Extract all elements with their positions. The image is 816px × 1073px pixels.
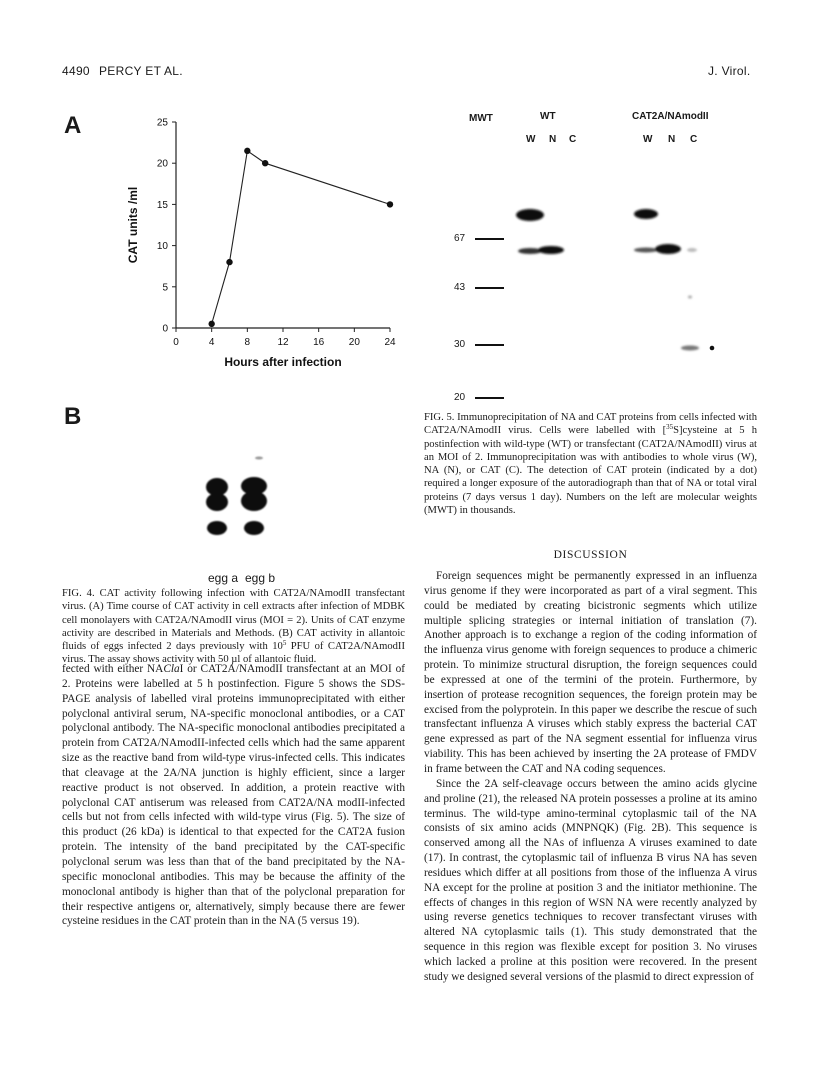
gel-lane-w-mod: W (643, 134, 653, 145)
fig4-caption-label: FIG. 4. (62, 588, 95, 599)
band-mod-c-cat (681, 346, 699, 351)
marker-line-67 (475, 238, 504, 240)
fig5-caption-sup: 35 (666, 423, 674, 432)
marker-20: 20 (454, 392, 466, 403)
gel-lane-n-mod: N (668, 134, 676, 145)
fig4-caption (62, 587, 405, 667)
y-tick-label: 20 (156, 158, 168, 170)
panel-letter-b: B (64, 403, 82, 430)
band-mod-c-faint (687, 248, 697, 252)
cat-activity-chart (60, 100, 420, 380)
marker-67: 67 (454, 233, 466, 244)
x-tick-label: 8 (244, 337, 251, 348)
data-point (226, 259, 232, 265)
y-tick-label: 15 (156, 199, 168, 211)
left-p1-italic: Cla (163, 663, 180, 675)
discussion-paragraph-1: Foreign sequences might be permanently expressed in an influenza virus genome if they were incorporated as part of a viral segment. This could be mediated by creating bicistronic segments which utilize multiple splicing strategies or internal initiation of translation (7). Another approach is to exchange a region of the coding information of the influenza virus genome with foreign sequences to produce a chimeric protein. To minimize structural disruption, the foreign sequences could be expressed at one of the termini of the protein. Furthermore, by insertion of protease recognition sequences, the foreign protein may be excised from the polyprotein. In this paper we describe the rescue of such transfectant influenza A viruses which stably express the bacterial CAT gene expressed as part of the NA segment essential for influenza virus viability. This has been achieved by inserting the 2A protease of FMDV in frame between the CAT and NA coding sequences. (424, 570, 757, 775)
fig5-caption-label: FIG. 5. (424, 412, 455, 423)
band-wt-w-top (516, 209, 544, 221)
page-number: 4490 (62, 64, 90, 78)
y-tick-label: 10 (156, 241, 168, 253)
gel-mwt-label: MWT (469, 113, 493, 124)
panel-letter-a: A (64, 112, 82, 139)
fig5-caption-text-1: Immunoprecipitation of NA and CAT proteins from cells infected with CAT2A/NAmodII virus. Cells were labelled with [ (424, 412, 758, 437)
x-tick-label: 12 (277, 337, 289, 348)
gel-lane-c-wt: C (569, 134, 577, 145)
gel-wt-label: WT (540, 111, 556, 122)
fig5-caption-text-2: S]cysteine at 5 h postinfection with wild-type (WT) or transfectant (CAT2A/NAmodII) virus at an MOI of 2. Immunoprecipitation was with antibodies to whole virus (W), NA (N), or CAT (C). The detection of CAT protein (indicated by a dot) required a longer exposure of the autoradiograph than that of NA or total viral proteins (7 days versus 1 day). Numbers on the left are molecular weights (MWT) in thousands. (424, 425, 757, 517)
right-column-text (424, 569, 757, 985)
band-mod-w-top (634, 209, 658, 219)
x-tick-label: 20 (348, 337, 360, 348)
marker-line-30 (475, 344, 504, 346)
chart-plot-area (126, 118, 396, 370)
y-tick-label: 0 (162, 323, 168, 335)
x-tick-label: 24 (384, 337, 396, 348)
running-authors: PERCY ET AL. (99, 64, 183, 78)
fig4-caption-sup: 5 (282, 639, 287, 648)
marker-line-20 (475, 397, 504, 399)
left-p1-start: fected with either NA (62, 663, 164, 675)
gel-autoradiograph (470, 195, 730, 405)
data-point (262, 160, 268, 166)
fig4-caption-text: CAT activity following infection with CAT2A/NAmodII transfectant virus. (A) Time course of CAT activity in cell extracts after infection of MDBK cell monolayers with CAT2A/NAmodII virus (MOI = 2). Units of CAT enzyme activity are described in Materials and Methods. (B) CAT activity in allantoic fluids of eggs infected 2 days previously with 10 (62, 588, 406, 653)
fig5-caption (424, 411, 757, 517)
y-axis-title: CAT units /ml (126, 186, 140, 264)
data-line (212, 151, 390, 324)
data-point (244, 148, 250, 154)
egg-label-b: egg b (245, 571, 276, 585)
discussion-heading: DISCUSSION (553, 549, 628, 561)
journal-name: J. Virol. (708, 64, 751, 78)
band-mod-n-na (655, 244, 681, 254)
left-paragraph-1 (62, 662, 405, 929)
marker-30: 30 (454, 339, 466, 350)
marker-line-43 (475, 287, 504, 289)
data-point (208, 321, 214, 327)
cat-assay-image (195, 448, 285, 543)
gel-lane-c-mod: C (690, 134, 698, 145)
y-tick-label: 25 (156, 117, 168, 129)
band-mod-w-na (634, 248, 658, 253)
y-tick-label: 5 (162, 282, 168, 294)
x-tick-label: 16 (313, 337, 325, 348)
band-wt-n-na (538, 246, 564, 254)
band-wt-w-na (518, 248, 542, 254)
left-p1-rest: I or CAT2A/NAmodII transfectant at an MOI of 2. Proteins were labelled at 5 h postinfection. Figure 5 shows the SDS-PAGE analysis of labelled viral proteins immunoprecipitated with either polyclonal antiviral serum, NA-specific monoclonal antibodies, or a CAT polyclonal antibody. The NA-specific monoclonal antibodies precipitated a protein from CAT2A/NAmodII-infected cells which had the same apparent size as the reactive band from wild-type virus-infected cells. This indicates that cleavage at the 2A/NA junction is highly efficient, since a larger reactive product is not observed. In addition, a protein reactive with polyclonal CAT antiserum was released from CAT2A/NA modII-infected cells but not from cells infected with wild-type virus (Fig. 5). The size of this product (26 kDa) is identical to that expected for the CAT2A fusion protein. The intensity of the band precipitated by the CAT-specific polyclonal serum was less than that of the band precipitated by the NA-specific monoclonal antibodies. This may be because the affinity of the monoclonal antibody is higher than that of the polyclonal preparation for their respective antigens or, alternatively, simply because there are fewer cysteine residues in the CAT protein than in the NA (5 versus 19). (62, 663, 405, 928)
discussion-paragraph-2: Since the 2A self-cleavage occurs between the amino acids glycine and proline (21), the released NA protein possesses a proline at its amino terminus. The wild-type amino-terminal cytoplasmic tail of the NA consists of six amino acids (MNPNQK) (Fig. 2B). This sequence is conserved among all the NAs of influenza A viruses examined to date (17). In contrast, the cytoplasmic tail of influenza B virus NA has seven residues which differ at all positions from those of the influenza A virus NA except for the proline at position 3 and the initiator methionine. The effects of changes in this region of WSN NA were recently analyzed by using reverse genetics techniques to recover transfectant viruses with altered NA cytoplasmic tails (1). This study demonstrated that the sequence in this region was flexible except for position 3. No viruses which lacked a proline at this position were recovered. In the present study we designed several versions of the plasmid to direct expression of (424, 777, 757, 983)
left-column-text (62, 662, 405, 929)
data-point (387, 201, 393, 207)
marker-43: 43 (454, 282, 466, 293)
x-axis-title: Hours after infection (224, 355, 342, 369)
gel-lane-n-wt: N (549, 134, 557, 145)
x-tick-label: 4 (208, 337, 215, 348)
fig4-caption-end: PFU of CAT2A/NAmodII virus. The assay shows activity with 50 µl of allantoic fluid. (62, 641, 405, 666)
egg-label-a: egg a (208, 571, 239, 585)
x-tick-label: 0 (173, 337, 179, 348)
gel-lane-w-wt: W (526, 134, 536, 145)
gel-mod-label: CAT2A/NAmodII (632, 111, 709, 122)
cat-indicator-dot (710, 346, 715, 351)
